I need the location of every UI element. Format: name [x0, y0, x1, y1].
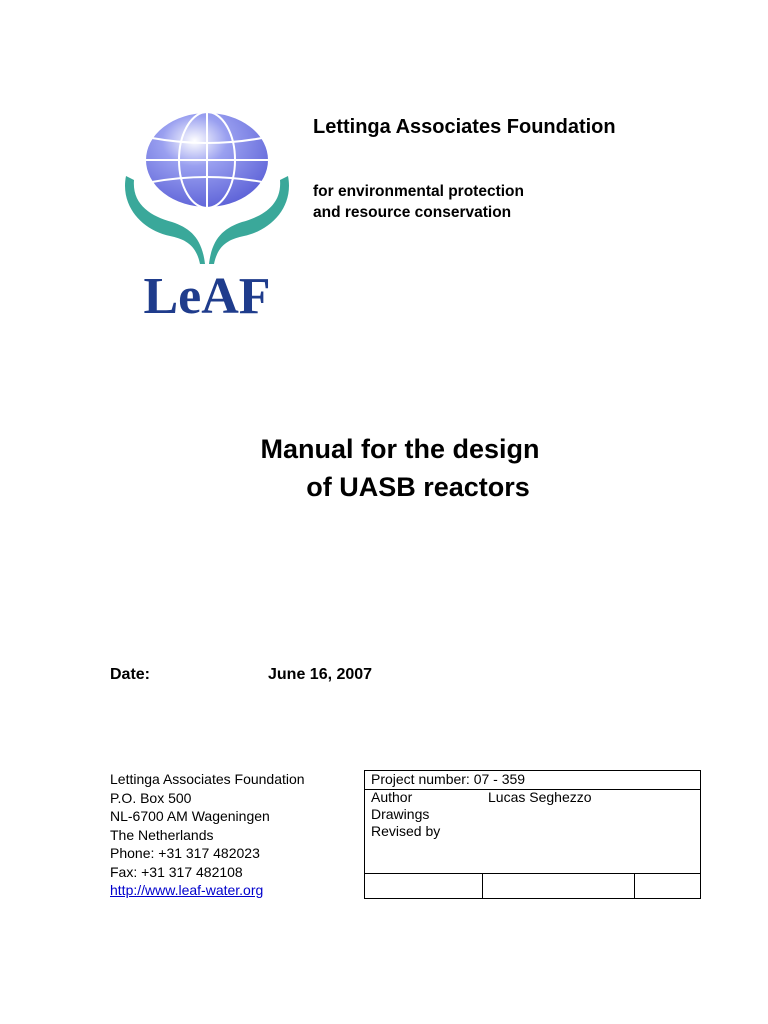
document-title-line-1: Manual for the design	[260, 434, 540, 464]
date-label: Date:	[110, 666, 151, 683]
leaf-logo	[112, 108, 302, 322]
footer-cell-1	[365, 874, 483, 898]
project-number: Project number: 07 - 359	[365, 771, 700, 790]
tagline	[313, 181, 524, 223]
address-city: NL-6700 AM Wageningen	[110, 808, 270, 824]
drawings-label: Drawings	[371, 806, 430, 822]
revised-by-label: Revised by	[371, 823, 441, 839]
document-title-line-2: of UASB reactors	[306, 472, 530, 502]
author-label: Author	[371, 789, 413, 805]
project-box-footer-row	[365, 873, 700, 898]
contact-address	[110, 770, 305, 900]
address-po-box: P.O. Box 500	[110, 789, 192, 806]
website-link[interactable]: http://www.leaf-water.org	[110, 882, 264, 898]
globe-icon	[145, 112, 269, 208]
date-value: June 16, 2007	[268, 666, 373, 683]
address-fax: Fax: +31 317 482108	[110, 863, 243, 880]
project-info-box	[364, 770, 701, 899]
logo-text: LeAF	[143, 268, 271, 322]
address-phone: Phone: +31 317 482023	[110, 845, 260, 861]
author-value: Lucas Seghezzo	[488, 789, 592, 805]
footer-cell-2	[482, 874, 635, 898]
project-meta	[371, 789, 592, 840]
tagline-line-1: for environmental protection	[313, 183, 524, 200]
address-org-name: Lettinga Associates Foundation	[110, 771, 305, 787]
organization-name: Lettinga Associates Foundation	[313, 116, 616, 138]
tagline-line-2: and resource conservation	[313, 204, 512, 221]
address-country: The Netherlands	[110, 826, 214, 843]
